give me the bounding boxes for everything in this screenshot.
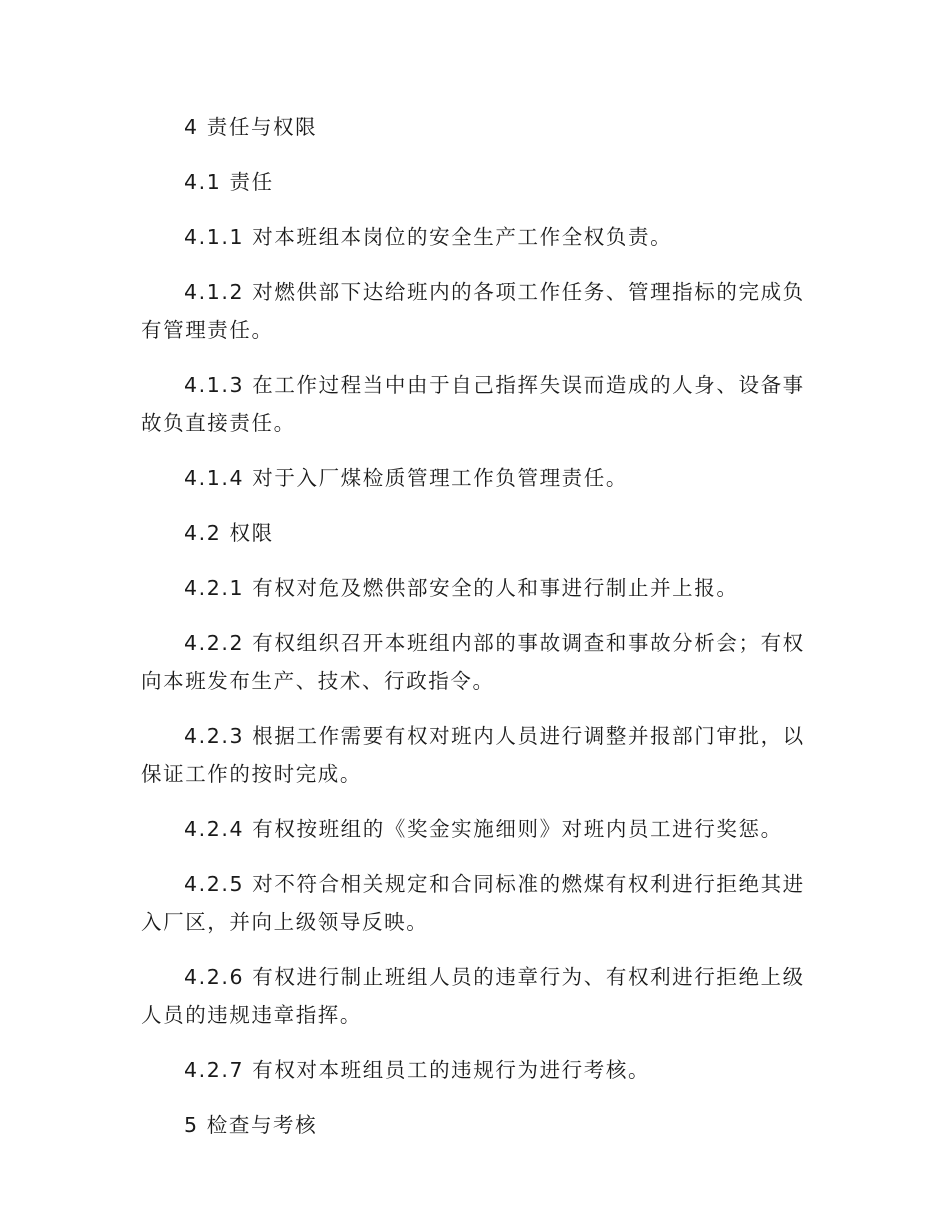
section-heading-inspection-assessment: 5 检查与考核 bbox=[184, 1113, 318, 1137]
clause-4-2-6: 4.2.6 有权进行制止班组人员的违章行为、有权利进行拒绝上级人员的违规违章指挥。 bbox=[141, 965, 805, 1027]
clause-4-1-2: 4.1.2 对燃供部下达给班内的各项工作任务、管理指标的完成负有管理责任。 bbox=[141, 280, 805, 342]
document-body bbox=[141, 108, 811, 1161]
clause-4-1-1: 4.1.1 对本班组本岗位的安全生产工作全权负责。 bbox=[184, 225, 673, 249]
clause-4-2-3: 4.2.3 根据工作需要有权对班内人员进行调整并报部门审批，以保证工作的按时完成。 bbox=[141, 724, 805, 786]
clause-4-1-4: 4.1.4 对于入厂煤检质管理工作负管理责任。 bbox=[184, 466, 628, 490]
clause-4-2-7: 4.2.7 有权对本班组员工的违规行为进行考核。 bbox=[184, 1058, 651, 1082]
section-heading-responsibility-authority: 4 责任与权限 bbox=[184, 115, 318, 139]
clause-4-2-2: 4.2.2 有权组织召开本班组内部的事故调查和事故分析会；有权向本班发布生产、技术、行政指令。 bbox=[141, 631, 805, 693]
clause-4-1-3: 4.1.3 在工作过程当中由于自己指挥失误而造成的人身、设备事故负直接责任。 bbox=[141, 373, 805, 435]
clause-4-2-1: 4.2.1 有权对危及燃供部安全的人和事进行制止并上报。 bbox=[184, 576, 739, 600]
clause-4-2-5: 4.2.5 对不符合相关规定和合同标准的燃煤有权利进行拒绝其进入厂区，并向上级领导反映。 bbox=[141, 872, 805, 934]
subsection-heading-responsibility: 4.1 责任 bbox=[184, 170, 274, 194]
clause-4-2-4: 4.2.4 有权按班组的《奖金实施细则》对班内员工进行奖惩。 bbox=[184, 817, 783, 841]
subsection-heading-authority: 4.2 权限 bbox=[184, 521, 274, 545]
